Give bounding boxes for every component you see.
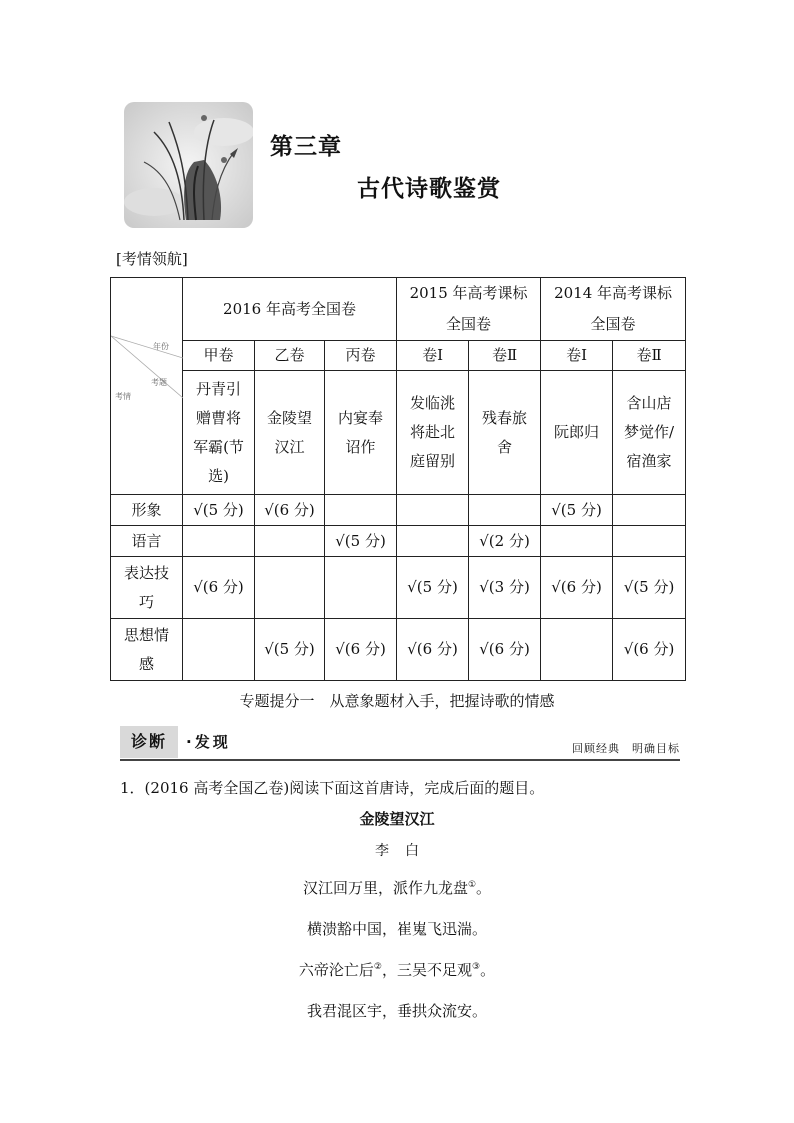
score-cell <box>469 495 541 526</box>
diagonal-lines <box>111 278 183 494</box>
score-cell: √(5 分) <box>325 526 397 557</box>
score-cell <box>255 557 325 619</box>
row-label: 形象 <box>111 495 183 526</box>
score-cell: √(6 分) <box>255 495 325 526</box>
score-cell: √(5 分) <box>397 557 469 619</box>
score-cell: √(5 分) <box>183 495 255 526</box>
score-cell <box>183 526 255 557</box>
diagonal-header-cell <box>111 278 183 495</box>
poem-line: 六帝沦亡后②，三吴不足观③。 <box>298 961 496 979</box>
footnote-mark: ① <box>467 880 477 890</box>
score-cell <box>541 526 613 557</box>
exam-table <box>110 277 686 681</box>
score-cell: √(5 分) <box>541 495 613 526</box>
score-cell: √(6 分) <box>397 619 469 681</box>
row-label: 表达技巧 <box>111 557 183 619</box>
poem-author: 李白 <box>375 843 435 859</box>
score-cell: √(6 分) <box>469 619 541 681</box>
paper-header: 卷Ⅱ <box>613 341 686 371</box>
score-cell <box>325 557 397 619</box>
score-cell <box>325 495 397 526</box>
score-cell: √(6 分) <box>613 619 686 681</box>
paper-header: 丙卷 <box>325 341 397 371</box>
chapter-title: 古代诗歌鉴赏 <box>357 176 501 202</box>
diag-label-topic: 考题 <box>151 378 167 387</box>
section-subtitle: ·发现 <box>186 733 231 751</box>
score-cell <box>397 526 469 557</box>
poem-title: 金陵望汉江 <box>359 810 435 828</box>
section-divider <box>120 759 680 761</box>
diag-label-situation: 考情 <box>115 392 131 401</box>
score-cell <box>613 495 686 526</box>
score-cell: √(5 分) <box>613 557 686 619</box>
year-group-2014: 2014 年高考课标全国卷 <box>541 278 686 341</box>
poem-title-cell: 发临洮将赴北庭留别 <box>397 371 469 495</box>
score-cell: √(2 分) <box>469 526 541 557</box>
footnote-mark: ③ <box>472 962 481 972</box>
poem-title-cell: 含山店梦觉作/宿渔家 <box>613 371 686 495</box>
score-cell <box>613 526 686 557</box>
chapter-number: 第三章 <box>270 134 342 160</box>
topic-subtitle: 专题提分一 从意象题材入手，把握诗歌的情感 <box>239 692 555 710</box>
poem-title-cell: 金陵望汉江 <box>255 371 325 495</box>
year-group-2015: 2015 年高考课标全国卷 <box>397 278 541 341</box>
paper-header: 卷Ⅰ <box>541 341 613 371</box>
score-cell: √(6 分) <box>183 557 255 619</box>
section-bar <box>120 726 680 762</box>
score-cell: √(5 分) <box>255 619 325 681</box>
score-cell: √(6 分) <box>541 557 613 619</box>
diag-label-year: 年份 <box>153 342 169 351</box>
score-cell: √(3 分) <box>469 557 541 619</box>
paper-header: 甲卷 <box>183 341 255 371</box>
paper-header: 卷Ⅱ <box>469 341 541 371</box>
poem-line: 横溃豁中国，崔嵬飞迅湍。 <box>306 920 487 938</box>
poem-title-cell: 残春旅舍 <box>469 371 541 495</box>
score-cell <box>541 619 613 681</box>
section-goal: 回顾经典 明确目标 <box>572 742 680 755</box>
row-label: 思想情感 <box>111 619 183 681</box>
poem-line: 汉江回万里，派作九龙盘①。 <box>302 879 492 897</box>
year-group-2016: 2016 年高考全国卷 <box>183 278 397 341</box>
paper-header: 卷Ⅰ <box>397 341 469 371</box>
question-text: 1．(2016 高考全国乙卷)阅读下面这首唐诗，完成后面的题目。 <box>120 779 545 797</box>
section-label: [考情领航] <box>116 250 188 268</box>
poem-line: 我君混区宇，垂拱众流安。 <box>306 1002 487 1020</box>
score-cell: √(6 分) <box>325 619 397 681</box>
section-tab: 诊断 <box>120 726 178 758</box>
row-label: 语言 <box>111 526 183 557</box>
poem-title-cell: 阮郎归 <box>541 371 613 495</box>
chapter-illustration <box>124 102 253 228</box>
footnote-mark: ② <box>373 962 382 972</box>
paper-header: 乙卷 <box>255 341 325 371</box>
score-cell <box>397 495 469 526</box>
poem-title-cell: 内宴奉诏作 <box>325 371 397 495</box>
score-cell <box>183 619 255 681</box>
poem-title-cell: 丹青引赠曹将军霸(节选) <box>183 371 255 495</box>
score-cell <box>255 526 325 557</box>
